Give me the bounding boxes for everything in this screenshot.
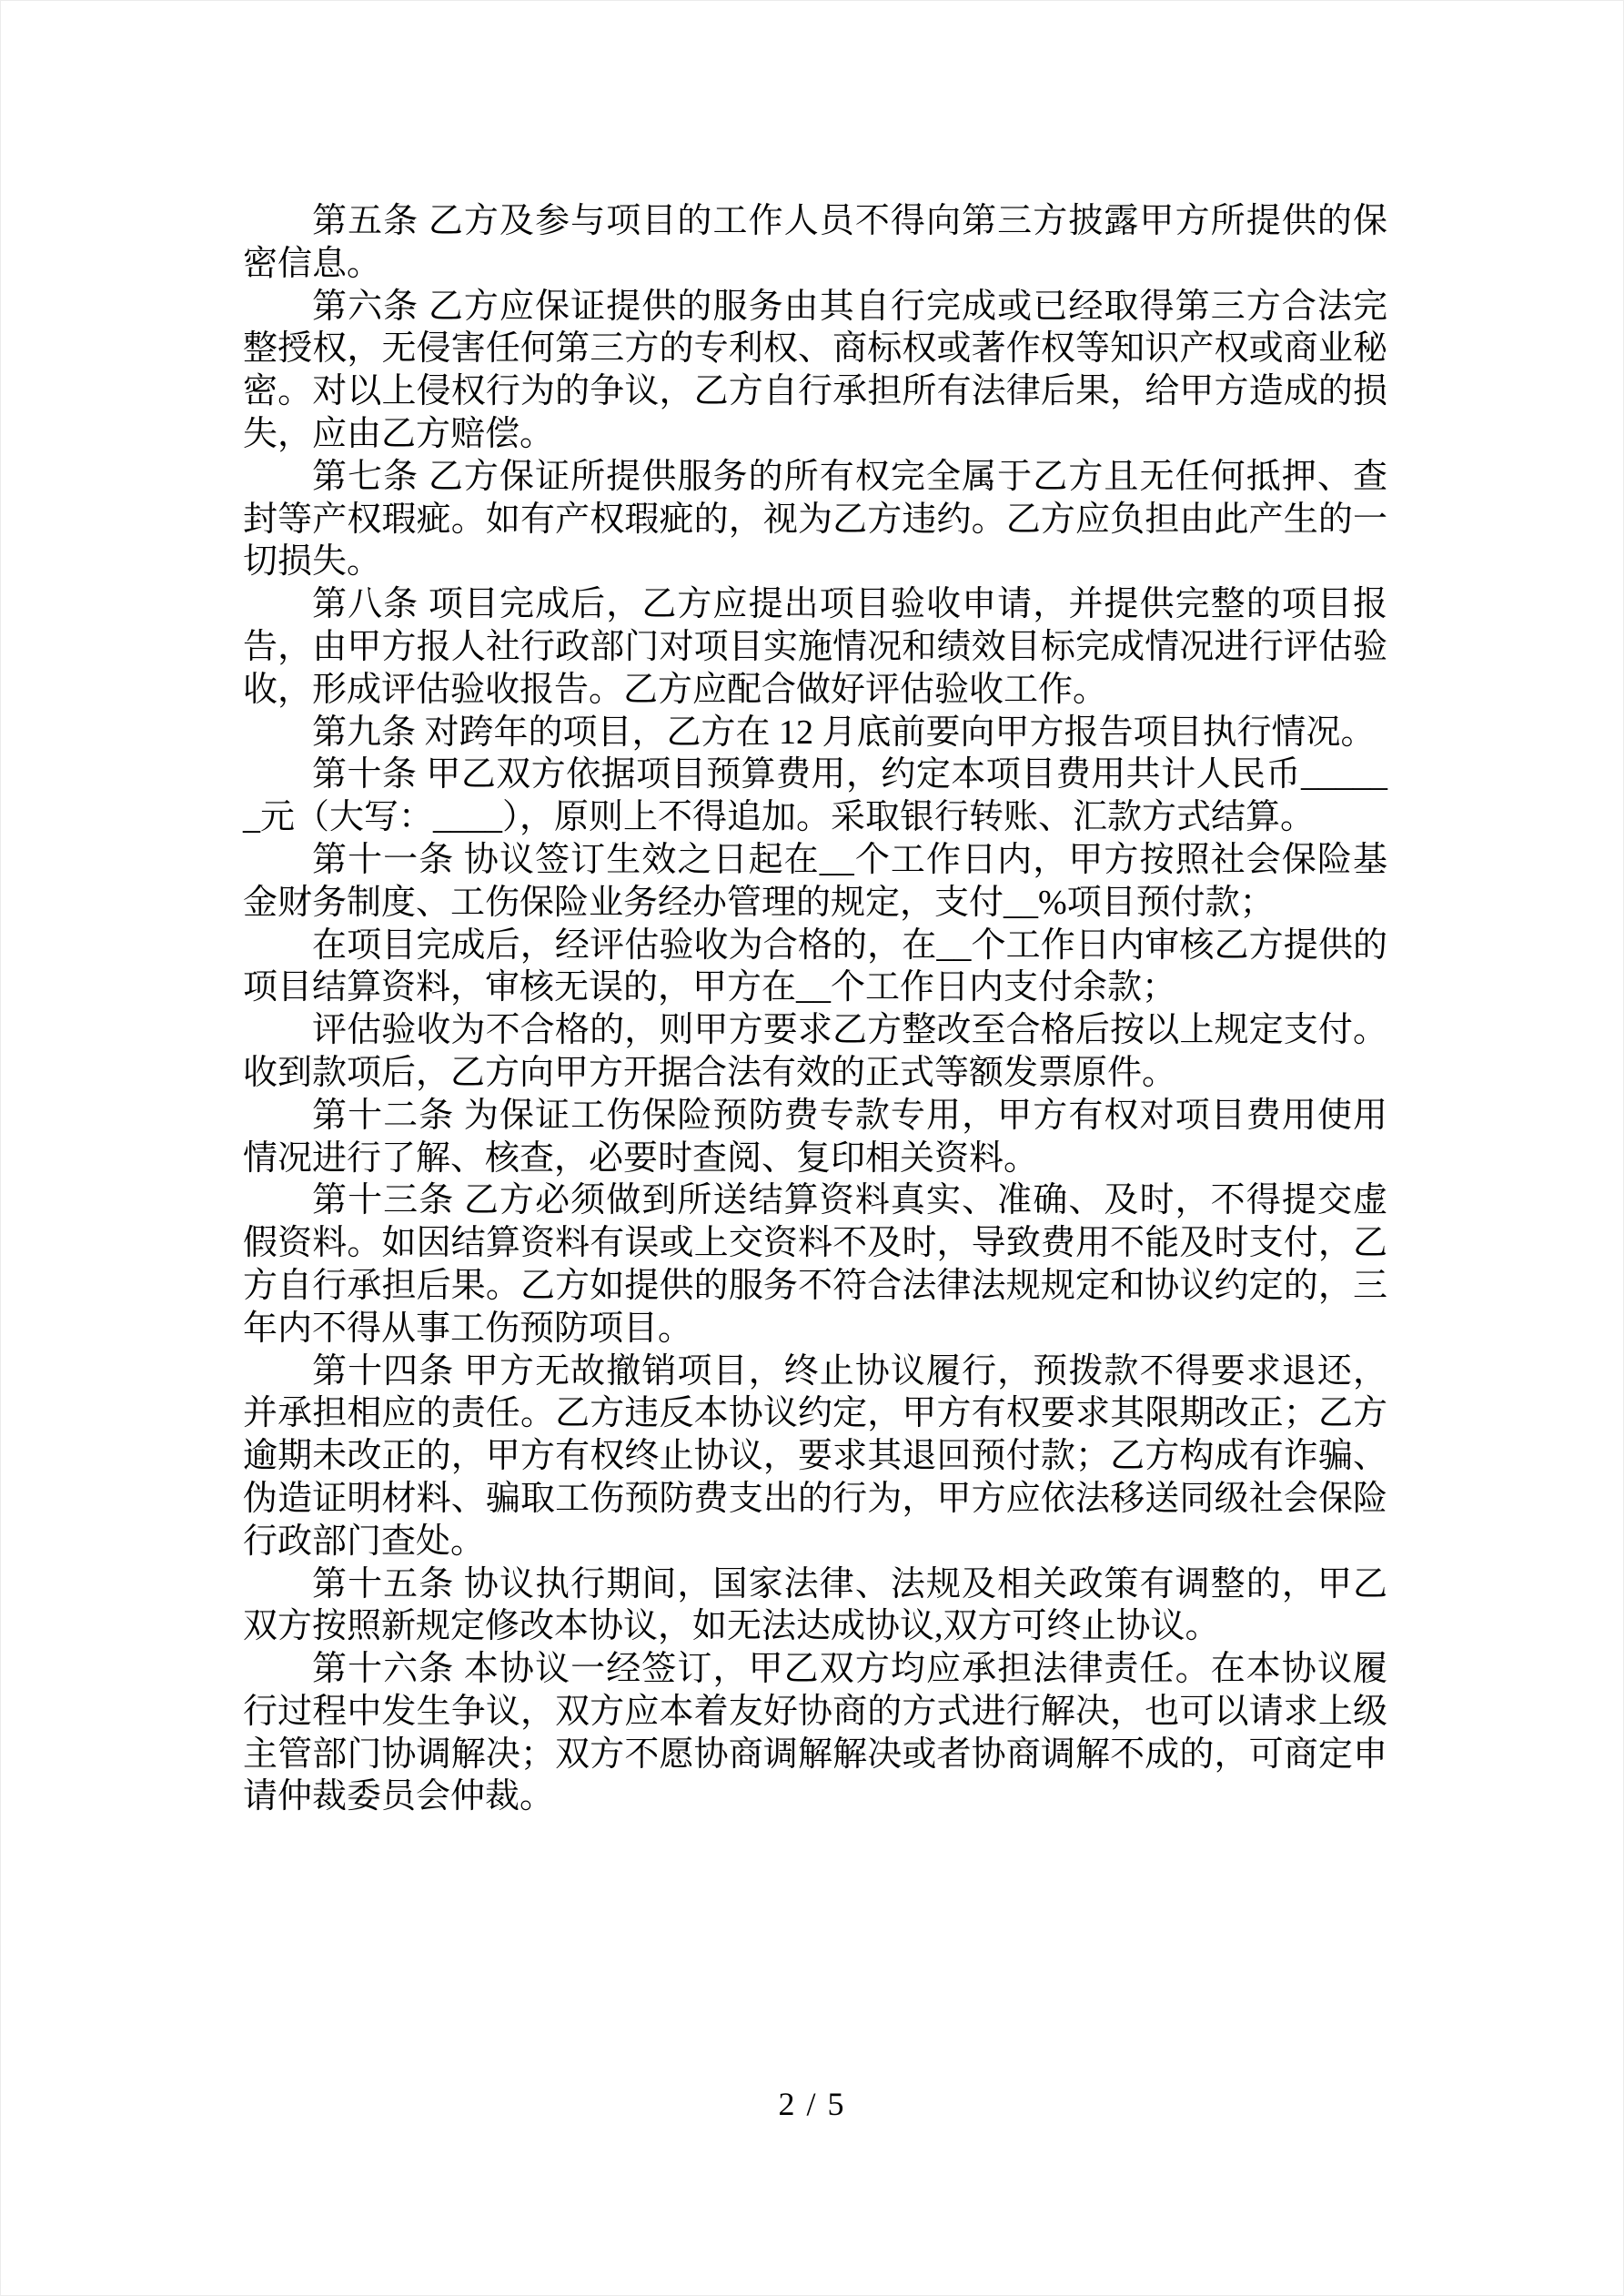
paragraph-article-13: 第十三条 乙方必须做到所送结算资料真实、准确、及时，不得提交虚假资料。如因结算资料有误或上交资料不及时，导致费用不能及时支付，乙方自行承担后果。乙方如提供的服务不符合法律法规规定和协议约定的，三年内不得从事工伤预防项目。: [243, 1181, 1387, 1348]
paragraph-article-6: 第六条 乙方应保证提供的服务由其自行完成或已经取得第三方合法完整授权，无侵害任何第三方的专利权、商标权或著作权等知识产权或商业秘密。对以上侵权行为的争议，乙方自行承担所有法律后果，给甲方造成的损失，应由乙方赔偿。: [243, 287, 1387, 453]
page-number: 2 / 5: [778, 2086, 846, 2122]
paragraph-article-9: 第九条 对跨年的项目，乙方在 12 月底前要向甲方报告项目执行情况。: [312, 713, 1376, 752]
paragraph-article-7: 第七条 乙方保证所提供服务的所有权完全属于乙方且无任何抵押、查封等产权瑕疵。如有产权瑕疵的，视为乙方违约。乙方应负担由此产生的一切损失。: [243, 457, 1387, 582]
paragraph-article-8: 第八条 项目完成后，乙方应提出项目验收申请，并提供完整的项目报告，由甲方报人社行政部门对项目实施情况和绩效目标完成情况进行评估验收，形成评估验收报告。乙方应配合做好评估验收工作。: [243, 585, 1387, 709]
document-body: [243, 200, 1387, 1818]
paragraph-article-11-clause-2: 在项目完成后，经评估验收为合格的，在__个工作日内审核乙方提供的项目结算资料，审核无误的，甲方在__个工作日内支付余款；: [243, 925, 1387, 1007]
paragraph-article-11: 第十一条 协议签订生效之日起在__个工作日内，甲方按照社会保险基金财务制度、工伤保险业务经办管理的规定，支付__%项目预付款；: [243, 840, 1387, 922]
paragraph-article-5: 第五条 乙方及参与项目的工作人员不得向第三方披露甲方所提供的保密信息。: [243, 202, 1387, 283]
paragraph-article-15: 第十五条 协议执行期间，国家法律、法规及相关政策有调整的，甲乙双方按照新规定修改本协议，如无法达成协议,双方可终止协议。: [243, 1564, 1387, 1646]
paragraph-article-10: 第十条 甲乙双方依据项目预算费用，约定本项目费用共计人民币______元（大写：____），原则上不得追加。采取银行转账、汇款方式结算。: [243, 755, 1387, 837]
paragraph-article-11-clause-3: 评估验收为不合格的，则甲方要求乙方整改至合格后按以上规定支付。收到款项后，乙方向甲方开据合法有效的正式等额发票原件。: [243, 1011, 1387, 1092]
paragraph-article-12: 第十二条 为保证工伤保险预防费专款专用，甲方有权对项目费用使用情况进行了解、核查，必要时查阅、复印相关资料。: [243, 1096, 1387, 1178]
paragraph-article-16: 第十六条 本协议一经签订，甲乙双方均应承担法律责任。在本协议履行过程中发生争议，双方应本着友好协商的方式进行解决，也可以请求上级主管部门协调解决；双方不愿协商调解解决或者协商调解不成的，可商定申请仲裁委员会仲裁。: [243, 1650, 1387, 1816]
paragraph-article-14: 第十四条 甲方无故撤销项目，终止协议履行，预拨款不得要求退还，并承担相应的责任。乙方违反本协议约定，甲方有权要求其限期改正；乙方逾期未改正的，甲方有权终止协议，要求其退回预付款；乙方构成有诈骗、伪造证明材料、骗取工伤预防费支出的行为，甲方应依法移送同级社会保险行政部门查处。: [243, 1351, 1387, 1561]
